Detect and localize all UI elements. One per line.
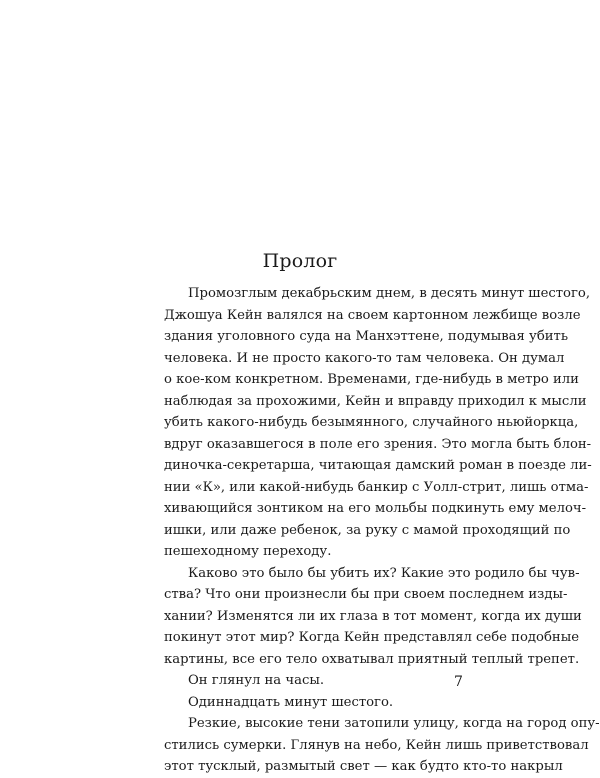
text-line: убить какого-нибудь безымянного, случайного ньюйоркца, [164,415,579,430]
text-line: Джошуа Кейн валялся на своем картонном лежбище возле [164,307,581,323]
text-line: ишки, или даже ребенок, за руку с мамой проходящий по [164,522,571,538]
paragraph [140,692,465,714]
text-line: нии «К», или какой-нибудь банкир с Уолл-стрит, лишь отма- [164,479,589,495]
text-line: ства? Что они произнесли бы при своем последнем изды- [164,587,568,602]
text-line: Резкие, высокие тени затопили улицу, когда на город опу- [188,716,600,731]
text-line: хании? Изменятся ли их глаза в тот момент, когда их души [164,608,582,624]
text-line: Он глянул на часы. [188,673,325,688]
text-line: картины, все его тело охватывал приятный теплый трепет. [164,651,580,667]
text-line: здания уголовного суда на Манхэттене, подумывая убить [164,329,569,344]
text-line: вдруг оказавшегося в поле его зрения. Это могла быть блон- [164,436,592,452]
text-line: Каково это было бы убить их? Какие это родило бы чув- [188,565,580,581]
text-line: этот тусклый, размытый свет — как будто кто-то накрыл [164,759,563,774]
page-number: 7 [454,674,463,690]
text-line: диночка-секретарша, читающая дамский роман в поезде ли- [164,458,592,473]
text-line: человека. И не просто какого-то там человека. Он думал [164,350,565,366]
paragraph [140,283,592,563]
paragraph [140,713,600,778]
paragraph [140,670,465,692]
chapter-title: Пролог [262,250,338,272]
text-line: о кое-ком конкретном. Временами, где-нибудь в метро или [164,372,579,387]
text-line: стились сумерки. Глянув на небо, Кейн лишь приветствовал [164,737,589,753]
text-line: покинут этот мир? Когда Кейн представлял себе подобные [164,630,580,645]
text-line: Одиннадцать минут шестого. [188,694,394,710]
paragraph [140,563,582,671]
text-line: хивающийся зонтиком на его мольбы подкинуть ему мелоч- [164,501,587,516]
text-line: пешеходному переходу. [164,544,332,559]
text-line: Промозглым декабрьским днем, в десять минут шестого, [188,286,591,301]
body-text [140,283,600,778]
text-line: наблюдая за прохожими, Кейн и вправду приходил к мысли [164,393,587,409]
